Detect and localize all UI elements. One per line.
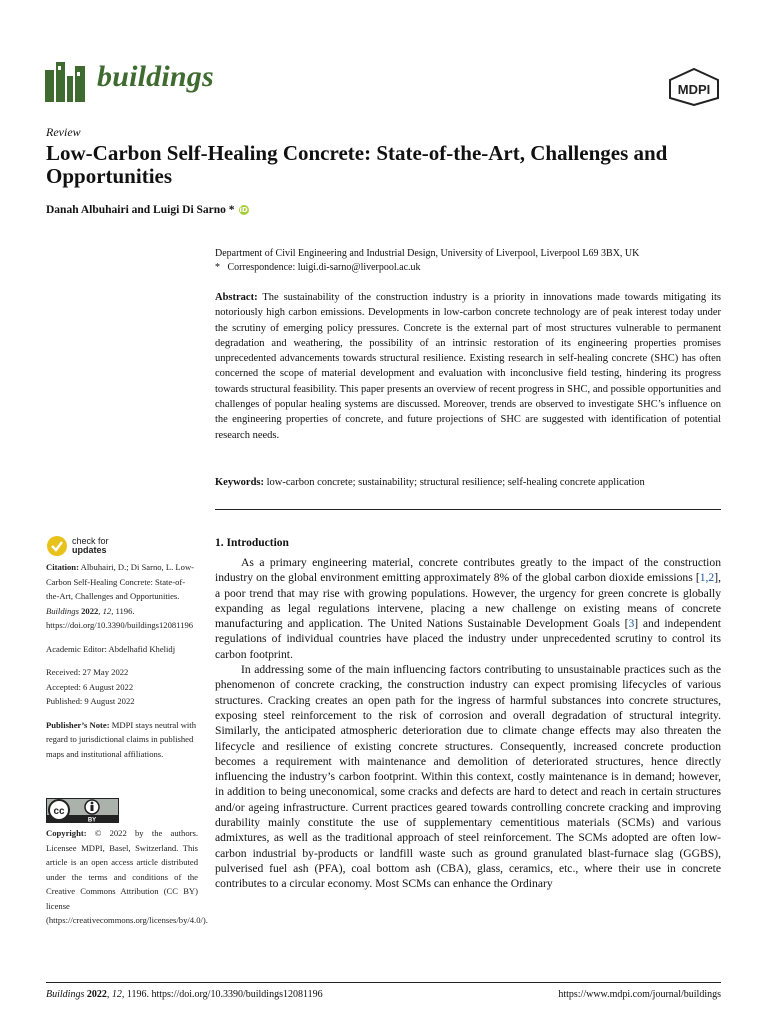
citation-label: Citation: — [46, 562, 79, 572]
publisher-note-text: MDPI stays neutral with regard to jurisdictional claims in published maps and institutional affiliations. — [46, 719, 196, 759]
accepted-date: Accepted: 6 August 2022 — [46, 681, 134, 692]
correspondence-text: * Correspondence: luigi.di-sarno@liverpool.ac.uk — [215, 262, 421, 273]
academic-editor: Academic Editor: Abdelhafid Khelidj — [46, 643, 176, 654]
citation-year: 2022 — [81, 605, 99, 616]
citation-doi[interactable]: 1196. https://doi.org/10.3390/buildings12081196 — [46, 605, 194, 630]
copyright-text: © 2022 by the authors. Licensee MDPI, Basel, Switzerland. This article is an open access article distributed under the terms and conditions of the Creative Commons Attribution (CC BY) license (https://creativecommons.org/licenses/by/4.0/). — [46, 828, 208, 925]
paragraph-1-part-b: ], a poor trend that may rise with growing populations. However, the urgency for green concrete is globally expanding as legal regulations intervene, placing a new challenge on existing means of concrete manufacturing and application. The United Nations Sustainable Development Goals [ — [215, 571, 721, 631]
citation: Citation: Albuhairi, D.; Di Sarno, L. Low-Carbon Self-Healing Concrete: State-of-the-Art, Challenges and Opportunities. Buildings 2022, 12, 1196. https://doi.org/10.3390/buildings12081196 — [46, 562, 195, 630]
paragraph-1-part-a: As a primary engineering material, concrete contributes greatly to the impact of the construction industry on the global environment emitting approximately 8% of the global carbon dioxide emissions [ — [215, 556, 721, 585]
abstract — [215, 290, 721, 443]
citation-volume: 12, — [102, 605, 114, 616]
article-info-sidebar — [46, 560, 198, 770]
publisher-note — [46, 718, 198, 762]
check-for-updates-badge[interactable] — [46, 534, 146, 558]
check-updates-line1: check for — [72, 536, 109, 546]
affiliation-text: Department of Civil Engineering and Industrial Design, University of Liverpool, Liverpool L69 3BX, UK — [215, 248, 640, 259]
buildings-journal-logo — [45, 62, 91, 102]
citation-text: Albuhairi, D.; Di Sarno, L. Low-Carbon Self-Healing Concrete: State-of-the-Art, Challenges and Opportunities. — [46, 562, 195, 601]
check-updates-icon — [46, 535, 68, 557]
publisher-name: MDPI — [677, 82, 711, 97]
footer-year: 2022 — [86, 989, 107, 1000]
publisher-note-label: Publisher’s Note: — [46, 719, 110, 730]
keywords-label: Keywords: — [215, 477, 264, 488]
journal-name: buildings — [97, 60, 214, 93]
paragraph-1 — [215, 555, 721, 662]
footer-volume: 12, — [111, 989, 125, 1000]
article-title: Low-Carbon Self-Healing Concrete: State-of-the-Art, Challenges and Opportunities — [46, 141, 668, 188]
check-updates-line2: updates — [72, 545, 107, 555]
reference-link[interactable]: 3 — [628, 617, 635, 631]
keywords-text: low-carbon concrete; sustainability; structural resilience; self-healing concrete application — [266, 477, 645, 488]
footer-doi[interactable]: 1196. https://doi.org/10.3390/buildings12081196 — [126, 989, 323, 1000]
copyright-label: Copyright: — [46, 828, 87, 838]
footer-journal-url[interactable]: https://www.mdpi.com/journal/buildings — [558, 989, 721, 1000]
copyright-notice — [46, 826, 208, 928]
section-heading: 1. Introduction — [215, 537, 289, 549]
body-text — [215, 555, 721, 892]
affiliation-block — [215, 247, 639, 275]
received-date: Received: 27 May 2022 — [46, 667, 129, 677]
footer-divider — [46, 982, 721, 983]
svg-text:cc: cc — [53, 806, 65, 817]
cc-by-license-icon[interactable] — [46, 798, 119, 823]
keywords — [215, 477, 721, 488]
article-type: Review — [46, 125, 81, 139]
footer-citation: Buildings 2022, 12, 1196. https://doi.org/10.3390/buildings12081196 — [46, 989, 323, 1000]
mdpi-logo[interactable] — [668, 68, 720, 106]
paragraph-2: In addressing some of the main influencing factors contributing to unsustainable practices such as the phenomenon of concrete cracking, the construction industry can expect promising lifecycles of various structures. Cracking creates an open path for the ingress of harmful substances into concrete structures, exposing steel reinforcement to the risk of corrosion and overall degradation of structural integrity. Similarly, the anticipated atmospheric deterioration due to climate change effects may also threaten the lifecycle and resilience of existing concrete structures. Consequently, increased concrete production becomes a requirement with maintenance and demolition of deteriorated structures, hence directly influencing the industry’s carbon footprint. Within this context, costly maintenance is in demand; however, in addition to being uneconomical, some cracks and defects are hard to detect and reach in certain structures and/or ageing infrastructure. Current practices geared towards controlling concrete cracking and improving durability mainly constitute the use of supplementary cementitious materials (SCMs) and various admixtures, as well as the traditional approach of steel reinforcement. The SCMs adopted are often low-carbon industrial by-products or landfill waste such as ground granulated blast-furnace slag (GGBS), pulverised fuel ash (PFA), coal bottom ash (CBA), glass, ceramics, etc., where their use in concrete contributes to a circular economy. Most SCMs can enhance the Ordinary — [215, 663, 721, 891]
reference-link[interactable]: 1,2 — [699, 571, 715, 585]
footer-journal: Buildings — [46, 989, 85, 1000]
paragraph-1-part-c: ] and independent regulations of individual countries have placed the industry under unprecedented scrutiny to control its carbon footprint. — [215, 617, 722, 661]
abstract-text: The sustainability of the construction industry is a priority in innovations made towards mitigating its notoriously high carbon emissions. Developments in low-carbon concrete technology are of peak interest today under the scrutiny of emerging policy pressures. Concrete is the external part of most structures vulnerable to permanent degradation and weathering, the possibility of an intrinsic restoration of its engineering properties promises unprecedented advancements towards structural resilience. Existing research in self-healing concrete (SHC) has often concerned the scope of material development and evaluation with inconclusive field testing, hindering its progress towards structural feasibility. This paper presents an overview of recent progress in SHC, and possible opportunities and challenges of popular healing systems are discussed. Moreover, trends are observed to investigate SHC’s influence on the engineering properties of concrete, and future projections of SHC are suggested with identification of potential research needs. — [215, 292, 722, 441]
authors-text: Danah Albuhairi and Luigi Di Sarno * — [46, 204, 235, 216]
keywords-divider — [215, 509, 721, 510]
cc-by-label: BY — [87, 817, 97, 823]
orcid-icon[interactable]: iD — [239, 206, 248, 214]
published-date: Published: 9 August 2022 — [46, 696, 135, 706]
author-list — [46, 204, 249, 216]
citation-journal: Buildings — [46, 605, 79, 616]
abstract-label: Abstract: — [215, 292, 258, 303]
